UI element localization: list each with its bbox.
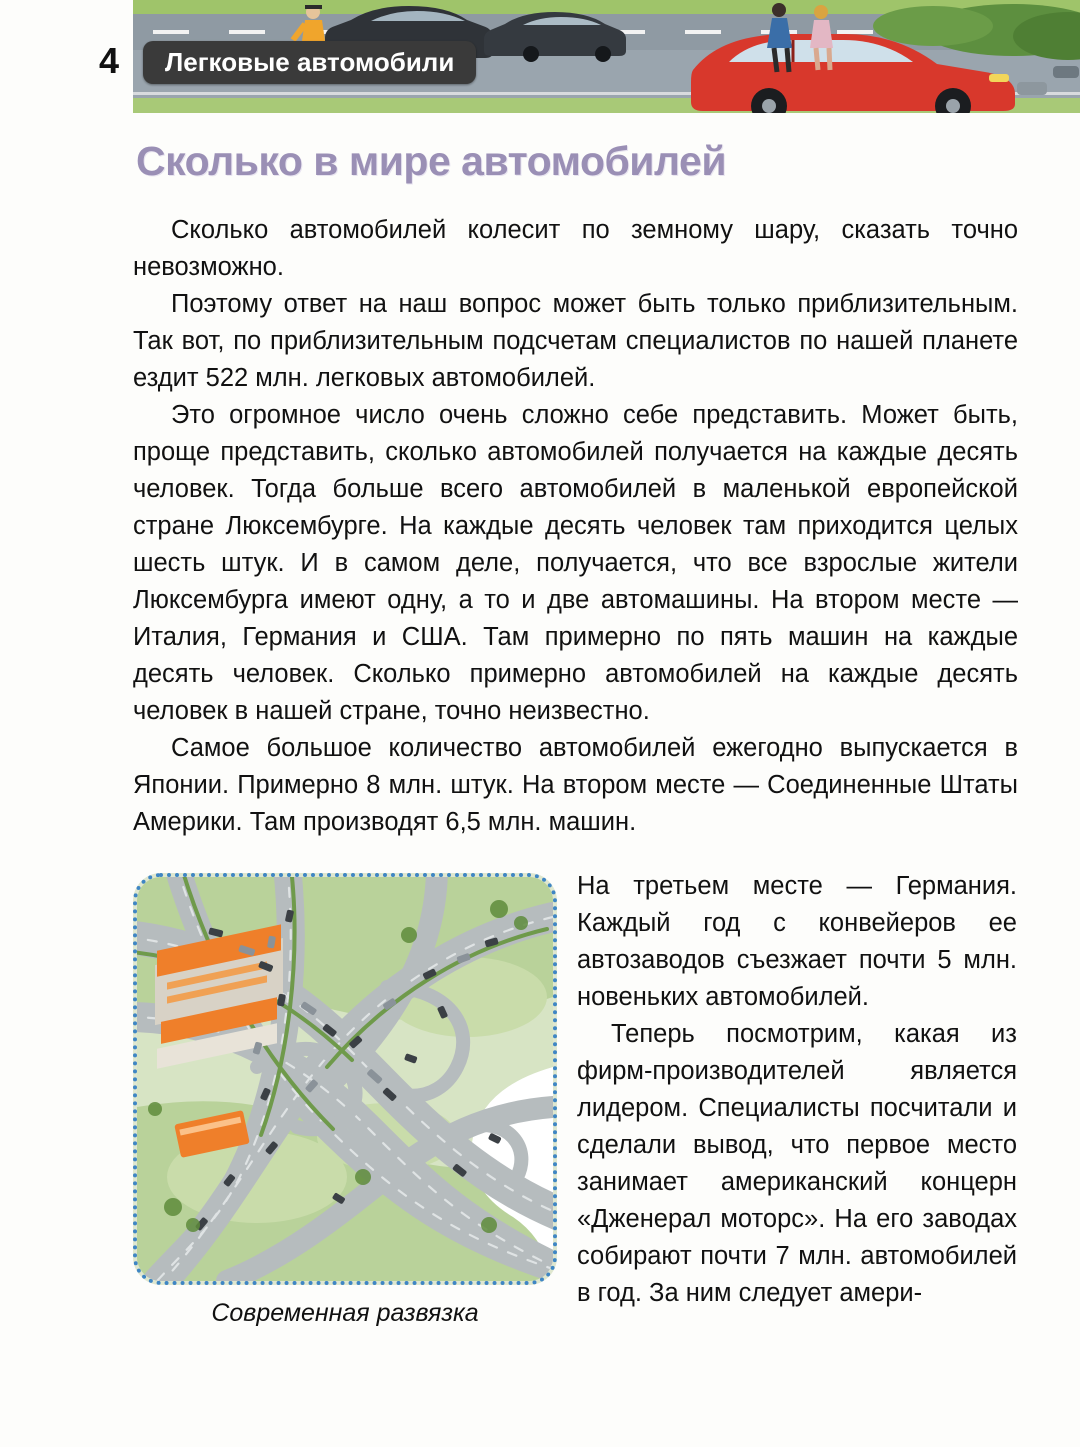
paragraph: На третьем месте — Германия. Каждый год с конвейеров ее автозаводов съезжает почти 5 млн. новеньких автомобилей. — [577, 872, 1017, 1011]
page-title: Сколько в мире автомобилей — [136, 138, 727, 184]
paragraph: Поэтому ответ на наш вопрос может быть только приблизительным. Так вот, по приблизительным подсчетам специалистов по нашей планете ездит 522 млн. легковых автомобилей. — [133, 290, 1018, 392]
figure-image-frame — [133, 873, 557, 1285]
chapter-tab-label: Легковые автомобили — [165, 47, 455, 77]
article-body-right-column — [577, 868, 1017, 1312]
highway-interchange-illustration — [137, 877, 553, 1281]
article-body-full-width — [133, 212, 1018, 841]
paragraph: Сколько автомобилей колесит по земному шару, сказать точно невозможно. — [133, 216, 1018, 281]
figure — [133, 873, 557, 1328]
paragraph: Самое большое количество автомобилей ежегодно выпускается в Японии. Примерно 8 млн. штук. На втором месте — Соединенные Штаты Америки. Там производят 6,5 млн. машин. — [133, 734, 1018, 836]
paragraph: Теперь посмотрим, какая из фирм-производителей является лидером. Специалисты посчитали и сделали вывод, что первое место занимает американский концерн «Дженерал моторс». На его заводах собирают почти 7 млн. автомобилей в год. За ним следует амери- — [577, 1020, 1017, 1307]
chapter-tab — [143, 41, 476, 84]
paragraph: Это огромное число очень сложно себе представить. Может быть, проще представить, сколько автомобилей получается на каждые десять человек. Тогда больше всего автомобилей в маленькой европейской стране Люксембурге. На каждые десять человек там приходится целых шесть штук. И в самом деле, получается, что все взрослые жители Люксембурга имеют одну, а то и две автомашины. На втором месте — Италия, Германия и США. Там примерно по пять машин на каждые десять человек. Сколько примерно автомобилей на каждые десять человек в нашей стране, точно неизвестно. — [133, 401, 1018, 725]
page-number: 4 — [99, 40, 120, 81]
figure-caption: Современная развязка — [211, 1299, 479, 1327]
